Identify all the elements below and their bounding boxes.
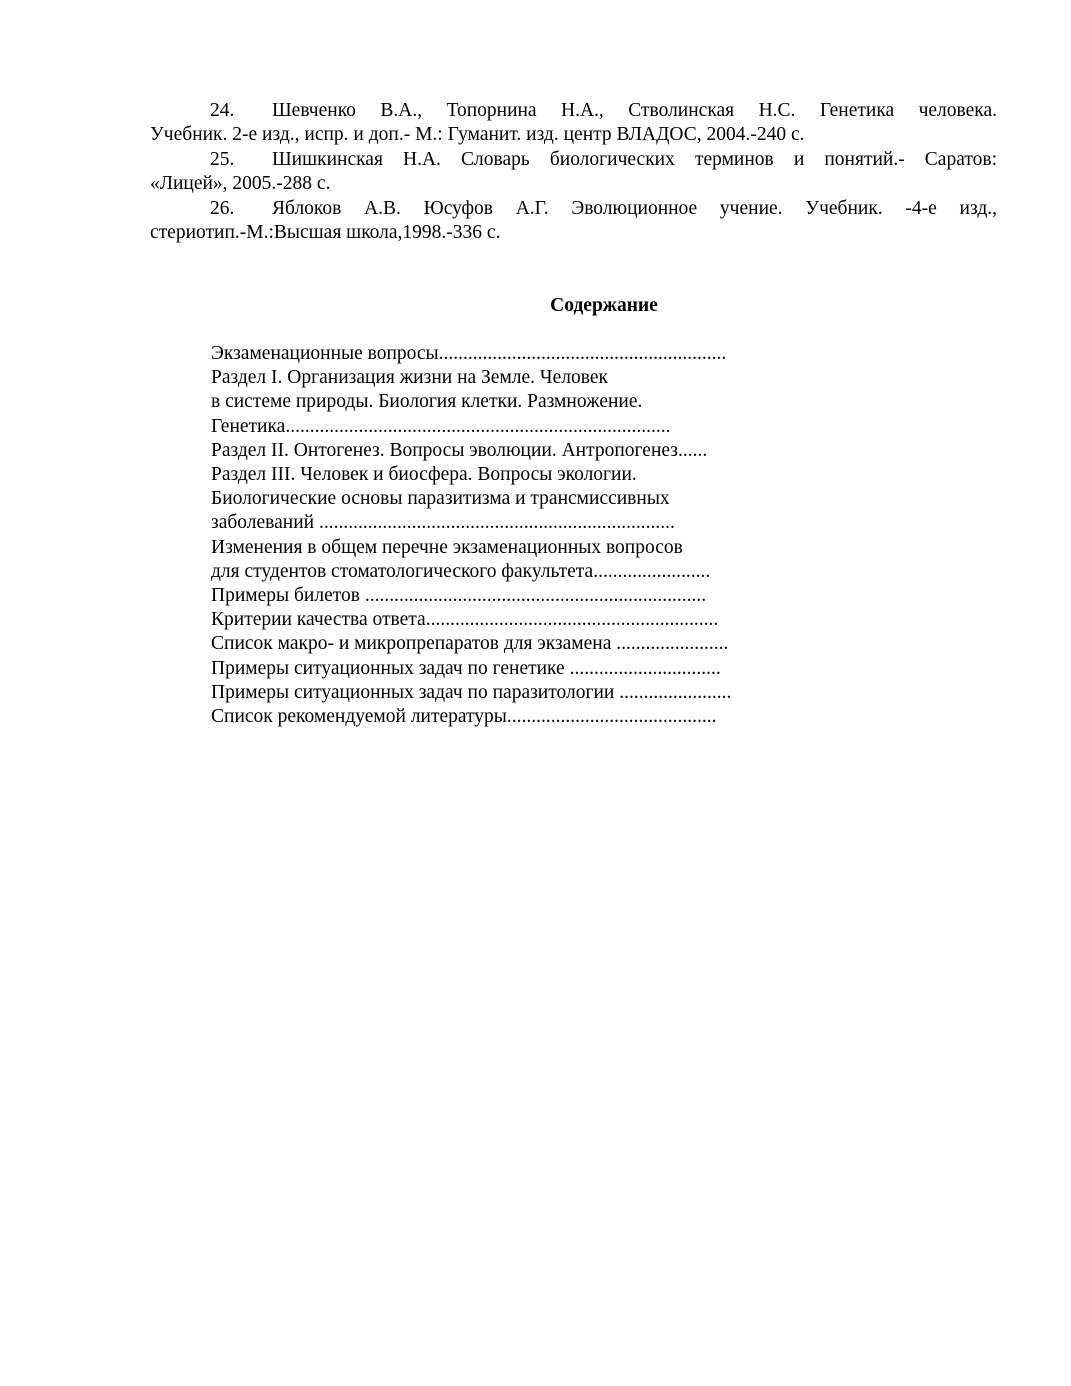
toc-entry: Раздел II. Онтогенез. Вопросы эволюции. Антропогенез...... (211, 439, 708, 461)
toc-entry: Список макро- и микропрепаратов для экзамена ....................... (211, 633, 729, 655)
reference-text-line1: Шевченко В.А., Топорнина Н.А., Стволинская Н.С. Генетика человека. (272, 100, 997, 121)
reference-text-line2: Учебник. 2-е изд., испр. и доп.- М.: Гуманит. изд. центр ВЛАДОС, 2004.-240 с. (150, 124, 805, 146)
toc-title: Содержание (550, 295, 658, 316)
toc-entry: Раздел III. Человек и биосфера. Вопросы экологии. (211, 464, 637, 486)
toc-entry: Генетика............................................................................... (211, 415, 671, 437)
toc-entry: Список рекомендуемой литературы........................................... (211, 706, 717, 728)
reference-item (150, 197, 997, 246)
toc-entry: заболеваний ......................................................................... (211, 512, 675, 534)
reference-line (150, 99, 997, 123)
toc-entry: Экзаменационные вопросы........................................................... (211, 343, 727, 364)
toc-entry: Изменения в общем перечне экзаменационных вопросов (211, 536, 683, 558)
reference-item (150, 148, 997, 197)
reference-line (150, 197, 997, 221)
toc-entry: для студентов стоматологического факультета........................ (211, 560, 711, 582)
reference-number: 25. (210, 148, 235, 170)
reference-text-line1: Яблоков А.В. Юсуфов А.Г. Эволюционное учение. Учебник. -4-е изд., (272, 197, 997, 219)
reference-number: 26. (210, 197, 235, 219)
reference-number: 24. (210, 100, 235, 121)
toc-entry: Примеры ситуационных задач по паразитологии ....................... (211, 681, 732, 703)
reference-item (150, 99, 997, 148)
toc-entry: Критерии качества ответа............................................................ (211, 609, 719, 631)
toc-entry: Примеры ситуационных задач по генетике ............................... (211, 657, 721, 679)
reference-line (150, 148, 997, 172)
reference-text-line2: стериотип.-М.:Высшая школа,1998.-336 с. (150, 222, 501, 244)
table-of-contents (211, 342, 831, 729)
reference-text-line1: Шишкинская Н.А. Словарь биологических терминов и понятий.- Саратов: (272, 148, 997, 170)
toc-entry: Раздел I. Организация жизни на Земле. Человек (211, 367, 608, 389)
toc-entry: Примеры билетов ...................................................................... (211, 585, 707, 607)
reference-text-line2: «Лицей», 2005.-288 с. (150, 173, 331, 195)
reference-list (150, 99, 997, 245)
toc-entry: Биологические основы паразитизма и трансмиссивных (211, 488, 670, 510)
toc-entry: в системе природы. Биология клетки. Размножение. (211, 391, 643, 413)
